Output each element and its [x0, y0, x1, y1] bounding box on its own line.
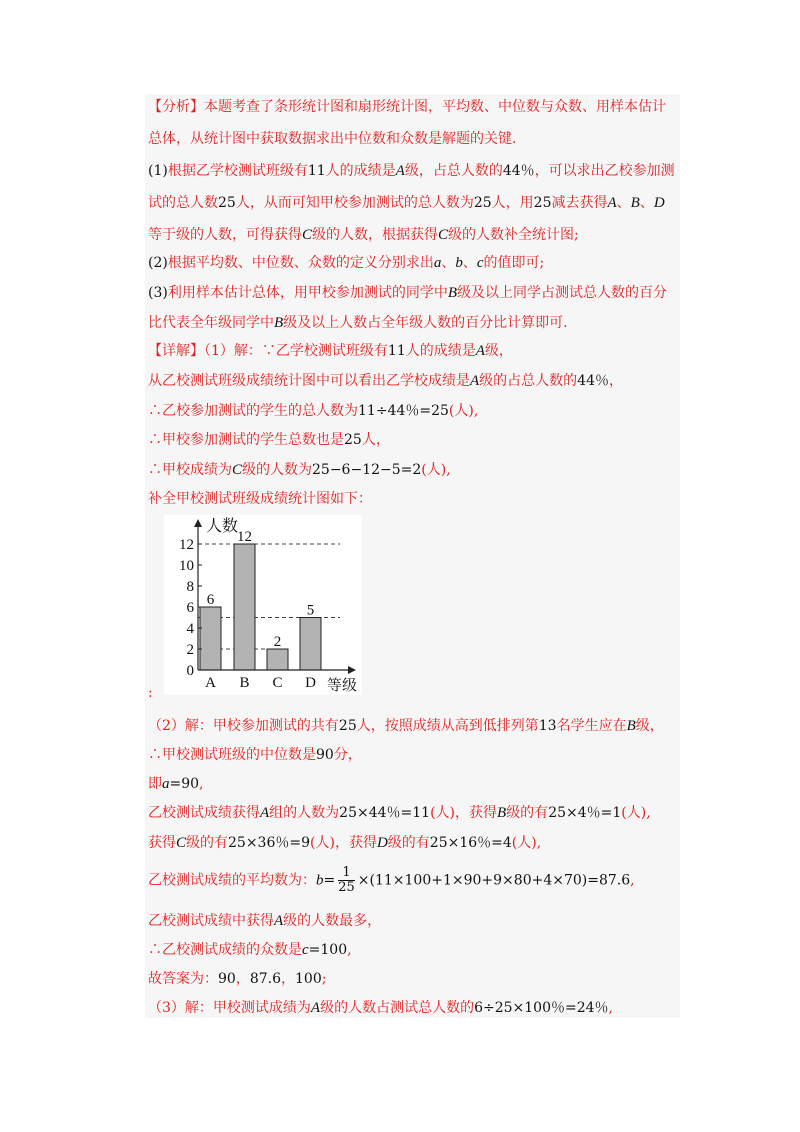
analysis-line-8: 比代表全年级同学中B级及以上人数占全年级人数的百分比计算即可. [148, 315, 568, 331]
detail-line-3: ∴乙校参加测试的学生的总人数为11÷44％=25(人), [148, 403, 479, 419]
y-tick-label-12: 12 [179, 537, 194, 553]
bar-C [267, 649, 288, 670]
y-axis-label: 人数 [206, 518, 239, 535]
y-tick-label-0: 0 [186, 663, 194, 679]
bar-A [200, 607, 221, 670]
x-axis-arrow [348, 666, 356, 674]
analysis-line-3: (1)根据乙学校测试班级有11人的成绩是A级，占总人数的44％，可以求出乙校参加测 [148, 163, 675, 179]
detail-line-14: ∴乙校测试成绩的众数是c=100, [148, 942, 352, 958]
x-tick-label-D: D [305, 675, 316, 691]
y-tick-label-4: 4 [186, 621, 194, 637]
analysis-line-6: (2)根据平均数、中位数、众数的定义分别求出a、b、c的值即可; [148, 255, 545, 271]
bar-value-A: 6 [206, 592, 215, 608]
x-axis-label: 等级 [327, 678, 358, 694]
y-tick-label-6: 6 [186, 600, 194, 616]
fraction-1-25: $\frac{1}{25}$ [338, 865, 355, 895]
chart-trailing-colon: : [148, 685, 153, 701]
y-tick-label-8: 8 [186, 579, 194, 595]
detail-line-4: ∴甲校参加测试的学生总数也是25人， [148, 432, 390, 448]
x-tick-label-A: A [205, 675, 216, 691]
detail-line-7: （2）解：甲校参加测试的共有25人，按照成绩从高到低排列第13名学生应在B级， [148, 718, 664, 734]
detail-line-8: ∴甲校测试班级的中位数是90分， [148, 747, 362, 763]
detail-line-11: 获得C级的有25×36％=9(人)，获得D级的有25×16％=4(人), [148, 835, 542, 851]
bar-chart-svg [164, 515, 362, 695]
detail-line-6: 补全甲校测试班级成绩统计图如下： [148, 491, 372, 507]
analysis-line-4: 试的总人数25人，从而可知甲校参加测试的总人数为25人，用25减去获得A、B、D [148, 195, 665, 211]
analysis-line-1: 【分析】本题考查了条形统计图和扇形统计图，平均数、中位数与众数、用样本估计 [148, 99, 666, 115]
detail-line-9: 即a=90, [148, 776, 204, 792]
analysis-line-5: 等于级的人数，可得获得C级的人数，根据获得C级的人数补全统计图; [148, 227, 579, 243]
y-tick-label-2: 2 [186, 642, 194, 658]
detail-line-5: ∴甲校成绩为C级的人数为25−6−12−5=2(人), [148, 462, 451, 478]
x-tick-label-C: C [272, 675, 283, 691]
detail-line-15: 故答案为：90，87.6，100; [148, 971, 327, 987]
detail-line-1: 【详解】（1）解：∵乙学校测试班级有11人的成绩是A级， [148, 343, 513, 359]
bar-value-D: 5 [306, 602, 315, 619]
bar-value-C: 2 [273, 634, 282, 650]
bar-value-B: 12 [237, 529, 252, 545]
analysis-line-2: 总体，从统计图中获取数据求出中位数和众数是解题的关键. [148, 131, 517, 147]
detail-line-10: 乙校测试成绩获得A组的人数为25×44％=11(人)，获得B级的有25×4％=1(人), [148, 805, 651, 821]
analysis-line-7: (3)利用样本估计总体，用甲校参加测试的同学中B级及以上同学占测试总人数的百分 [148, 285, 668, 301]
bar-chart [164, 515, 362, 695]
detail-line-12: 乙校测试成绩的平均数为：b= $\frac{1}{25}$ ×(11×100+1×90+9×80+4×70)=87.6, [148, 865, 635, 895]
y-tick-label-10: 10 [179, 558, 194, 574]
detail-line-2: 从乙校测试班级成绩统计图中可以看出乙学校成绩是A级的占总人数的44％， [148, 373, 623, 389]
detail-line-13: 乙校测试成绩中获得A级的人数最多， [148, 913, 382, 929]
detail-line-16: （3）解：甲校测试成绩为A级的人数占测试总人数的6÷25×100％=24％, [148, 1000, 613, 1016]
bar-B [234, 544, 255, 670]
bar-D [300, 618, 321, 671]
x-tick-label-B: B [239, 675, 250, 691]
y-axis-arrow [194, 519, 202, 527]
